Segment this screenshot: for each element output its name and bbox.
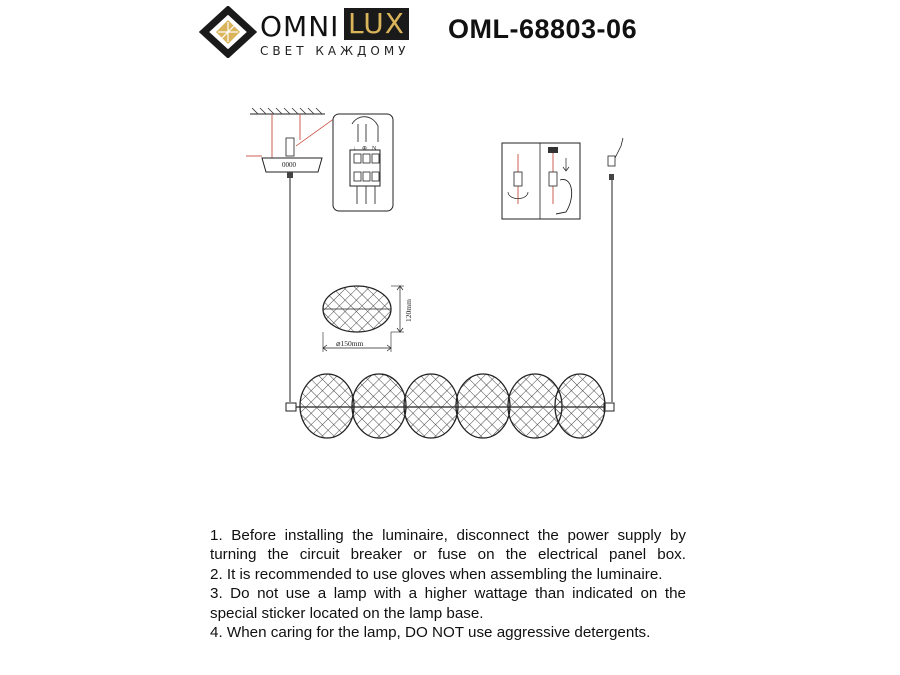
instruction-item: 3. Do not use a lamp with a higher wattage than indicated on the special sticker located on the lamp base. — [210, 585, 686, 622]
shade-1 — [300, 374, 354, 438]
instruction-item: 4. When caring for the lamp, DO NOT use aggressive detergents. — [210, 624, 651, 642]
brand-name-lux: LUX — [344, 8, 409, 40]
height-dimension-label: 120mm — [404, 299, 413, 322]
detail-leader-line — [296, 118, 335, 146]
shade-5 — [508, 374, 562, 438]
shade-4 — [456, 374, 510, 438]
shade-2 — [352, 374, 406, 438]
safety-instructions — [210, 526, 686, 642]
cable-adjust-detail — [502, 143, 580, 219]
ceiling-canopy — [262, 138, 322, 178]
terminal-mark-earth: ↓ — [353, 146, 356, 152]
connector-label: 0000 — [282, 161, 296, 169]
right-suspension-cable — [608, 138, 623, 402]
shade-row — [300, 374, 605, 438]
brand-tagline: СВЕТ КАЖДОМУ — [260, 44, 410, 58]
shade-6 — [555, 374, 605, 438]
diameter-dimension-label: ⌀150mm — [336, 339, 364, 348]
shade-3 — [404, 374, 458, 438]
model-number: OML-68803-06 — [448, 14, 638, 44]
brand-name-omni: OMNI — [260, 10, 340, 43]
terminal-mark-live: ⊕ — [362, 146, 368, 152]
terminal-mark-neutral: N — [372, 146, 377, 152]
instruction-item: 2. It is recommended to use gloves when assembling the luminaire. — [210, 565, 663, 583]
ceiling-line — [250, 108, 325, 114]
wiring-detail — [333, 114, 393, 211]
instruction-item: 1. Before installing the luminaire, disconnect the power supply by turning the circuit breaker or fuse on the electrical panel box. — [210, 527, 686, 564]
